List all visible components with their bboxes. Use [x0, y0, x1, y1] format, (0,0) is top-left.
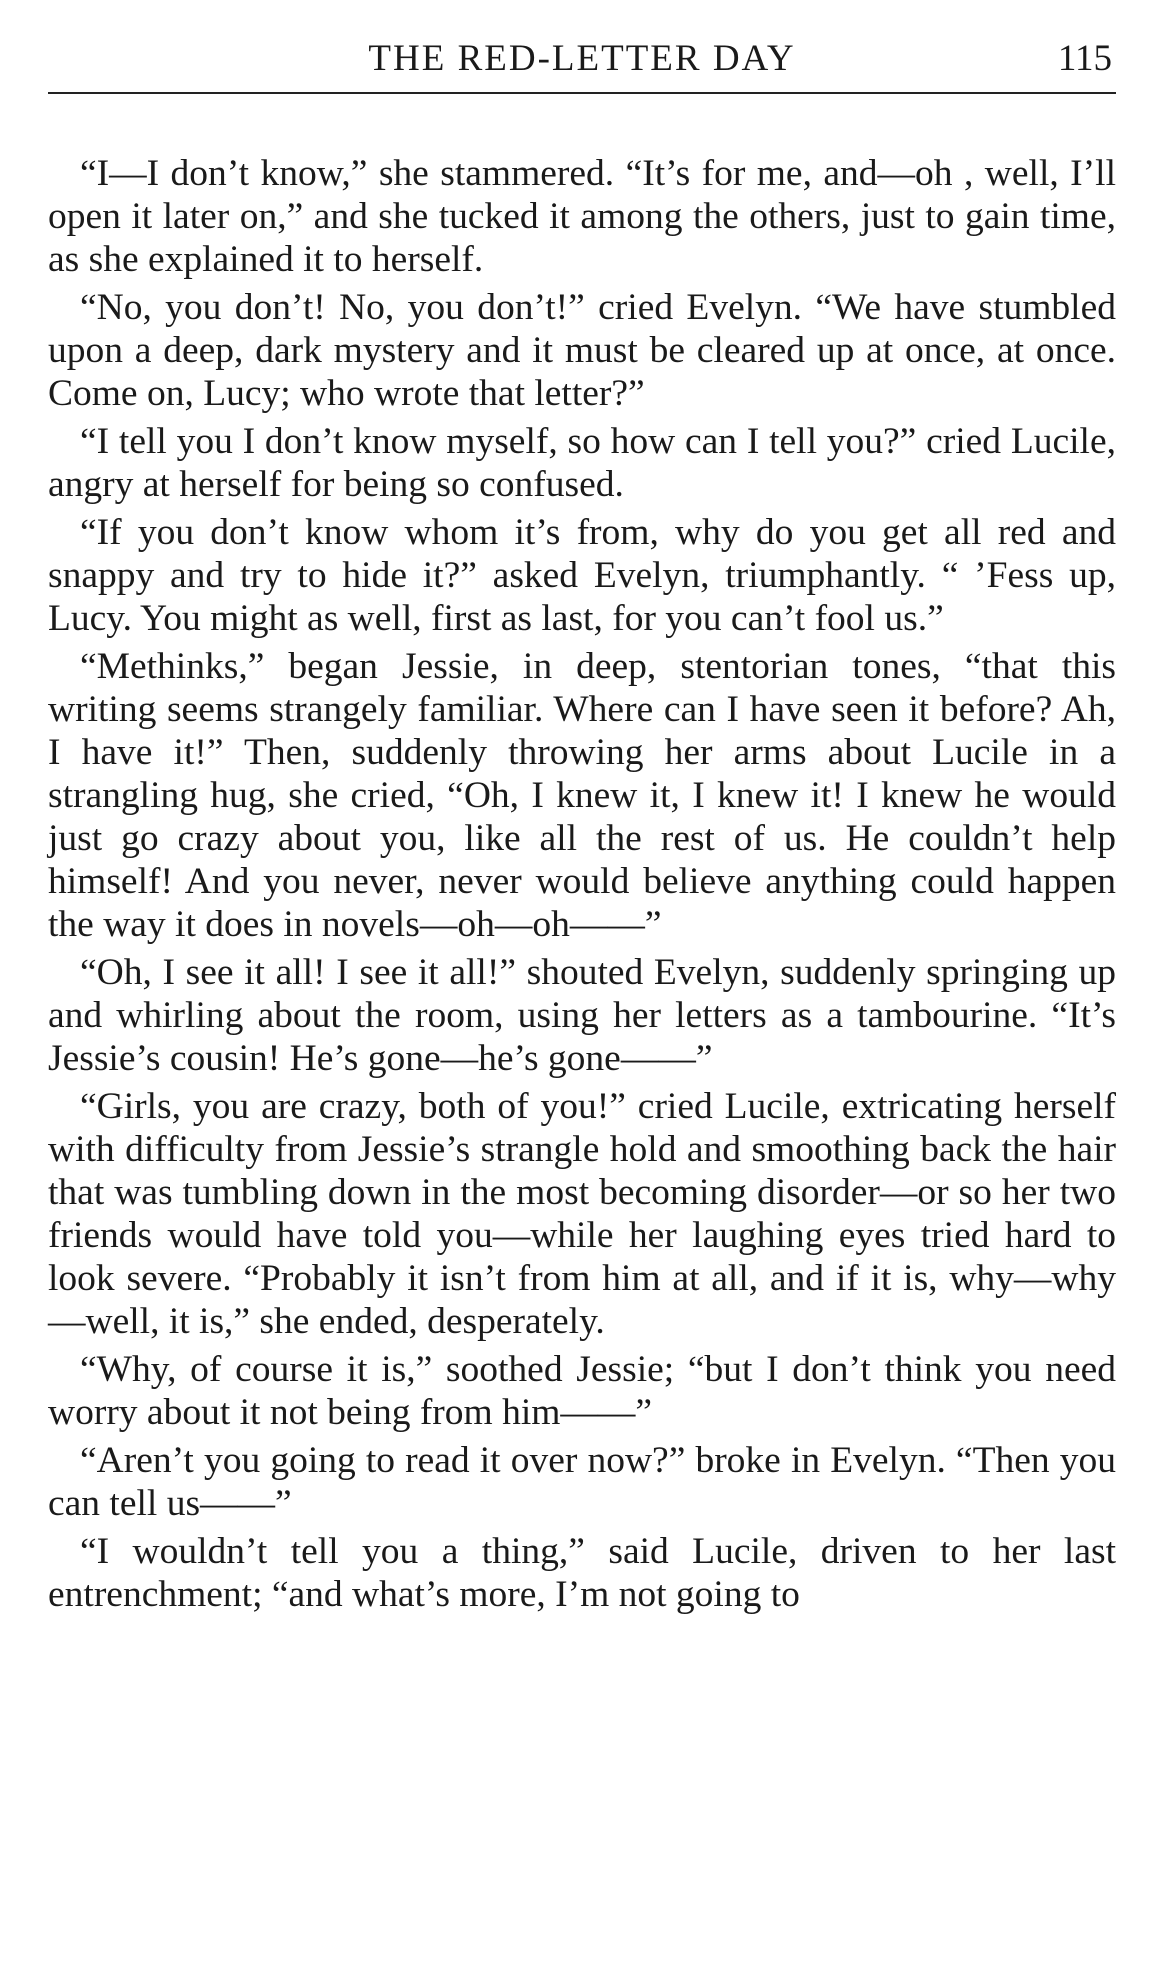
paragraph: “I—I don’t know,” she stammered. “It’s for me, and—oh , well, I’ll open it later on,” and she tucked it among the others, just to gain time, as she explained it to herself. — [48, 153, 1116, 280]
paragraph: “Oh, I see it all! I see it all!” shouted Evelyn, suddenly springing up and whirling about the room, using her letters as a tambourine. “It’s Jessie’s cousin! He’s gone—he’s gone——” — [48, 952, 1116, 1079]
paragraph: “I wouldn’t tell you a thing,” said Lucile, driven to her last entrenchment; “and what’s more, I’m not going to — [48, 1531, 1116, 1615]
paragraph: “If you don’t know whom it’s from, why do you get all red and snappy and try to hide it?” asked Evelyn, triumphantly. “ ’Fess up, Lucy. You might as well, first as last, for you can’t fool us.” — [48, 512, 1116, 639]
paragraph: “Methinks,” began Jessie, in deep, stentorian tones, “that this writing seems strangely familiar. Where can I have seen it before? Ah, I have it!” Then, suddenly throwing her arms about Lucile in a strangling hug, she cried, “Oh, I knew it, I knew it! I knew he would just go crazy about you, like all the rest of us. He couldn’t help himself! And you never, never would believe anything could happen the way it does in novels—oh—oh——” — [48, 646, 1116, 945]
running-title: THE RED-LETTER DAY — [368, 38, 796, 79]
paragraph: “Girls, you are crazy, both of you!” cried Lucile, extricating herself with difficulty from Jessie’s strangle hold and smoothing back the hair that was tumbling down in the most becoming disorder—or so her two friends would have told you—while her laughing eyes tried hard to look severe. “Probably it isn’t from him at all, and if it is, why—why —well, it is,” she ended, desperately. — [48, 1086, 1116, 1342]
paragraph: “Why, of course it is,” soothed Jessie; “but I don’t think you need worry about it not being from him——” — [48, 1349, 1116, 1433]
page-number: 115 — [1057, 38, 1112, 79]
body-text — [48, 152, 1116, 1616]
book-page — [48, 30, 1116, 1621]
paragraph: “Aren’t you going to read it over now?” broke in Evelyn. “Then you can tell us——” — [48, 1440, 1116, 1524]
running-header — [48, 30, 1116, 94]
paragraph: “I tell you I don’t know myself, so how can I tell you?” cried Lucile, angry at herself for being so confused. — [48, 421, 1116, 505]
paragraph: “No, you don’t! No, you don’t!” cried Evelyn. “We have stumbled upon a deep, dark mystery and it must be cleared up at once, at once. Come on, Lucy; who wrote that letter?” — [48, 287, 1116, 414]
